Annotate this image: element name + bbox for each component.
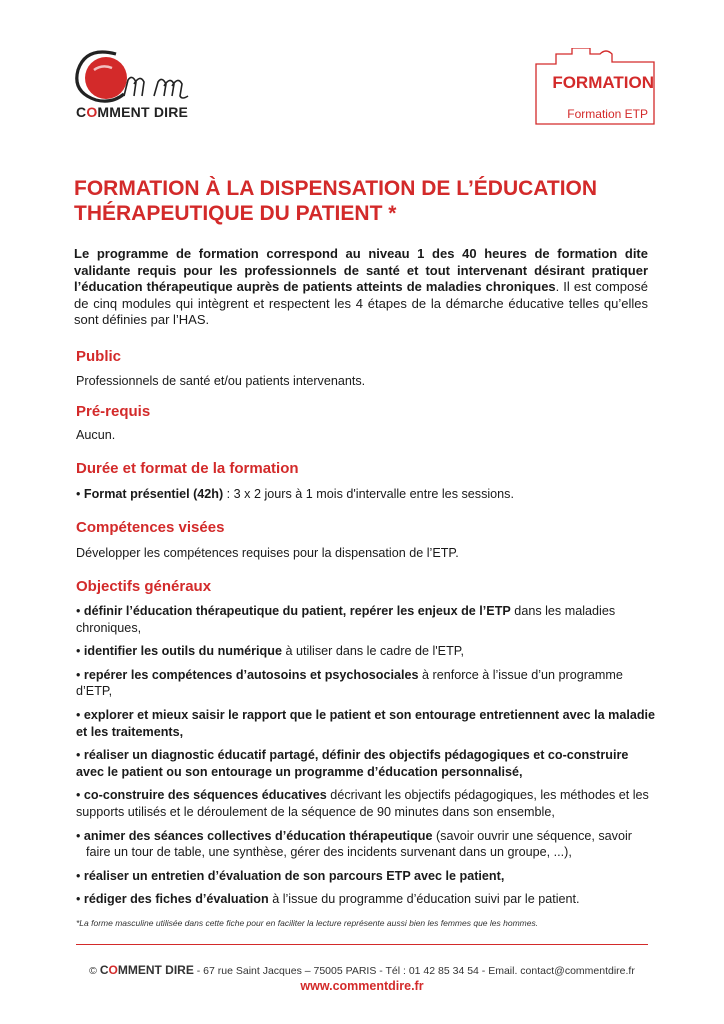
list-item: • explorer et mieux saisir le rapport que le patient et son entourage entretiennent avec la maladie et les traitements, xyxy=(76,707,656,739)
section-objectifs xyxy=(76,578,656,915)
section-prerequis xyxy=(76,403,656,444)
footer-divider xyxy=(76,944,648,945)
list-item: • définir l’éducation thérapeutique du patient, repérer les enjeux de l’ETP dans les maladies chroniques, xyxy=(76,604,616,635)
page-title: FORMATION À LA DISPENSATION DE L’ÉDUCATION THÉRAPEUTIQUE DU PATIENT * xyxy=(74,177,598,225)
comment-dire-logo-icon xyxy=(72,46,212,106)
section-heading: Durée et format de la formation xyxy=(76,460,299,477)
section-heading: Public xyxy=(76,348,122,365)
section-text: Professionnels de santé et/ou patients intervenants. xyxy=(76,374,366,388)
section-heading: Pré-requis xyxy=(76,403,151,420)
logo-wordmark: COMMENT DIRE xyxy=(76,104,189,120)
section-text: • Format présentiel (42h) : 3 x 2 jours à 1 mois d'intervalle entre les sessions. xyxy=(76,487,514,501)
intro-paragraph: Le programme de formation correspond au niveau 1 des 40 heures de formation dite validante requis pour les professionnels de santé et tout intervenant désirant pratiquer l’éducation thérapeutique auprès de patients atteints de maladies chroniques. Il est composé de cinq modules qui intègrent et respectent les 4 étapes de la démarche éducative telles qu’elles sont définies par l’HAS. xyxy=(74,246,648,328)
section-public xyxy=(76,348,656,390)
section-text: Aucun. xyxy=(76,428,116,442)
section-heading: Objectifs généraux xyxy=(76,578,212,595)
list-item: • repérer les compétences d’autosoins et psychosociales à renforce à l’issue d’un programme d’ETP, xyxy=(76,667,623,699)
company-logo xyxy=(72,46,212,124)
list-item: • identifier les outils du numérique à utiliser dans le cadre de l'ETP, xyxy=(76,644,465,659)
list-item: • animer des séances collectives d’éducation thérapeutique (savoir ouvrir une séquence, savoir faire un tour de table, une synthèse, gérer des incidents survenant dans un groupe, ...), xyxy=(76,828,632,860)
list-item: • réaliser un entretien d’évaluation de son parcours ETP avec le patient, xyxy=(76,868,505,883)
section-duree xyxy=(76,460,656,503)
list-item: • co-construire des séquences éducatives décrivant les objectifs pédagogiques, les méthodes et les supports utilisés et le déroulement de la séquence de 90 minutes dans son ensemble, xyxy=(76,788,649,819)
section-text: Développer les compétences requises pour la dispensation de l’ETP. xyxy=(76,546,459,560)
objectives-list xyxy=(76,603,656,908)
list-item: • réaliser un diagnostic éducatif partagé, définir des objectifs pédagogiques et co-construire avec le patient ou son entourage un programme d’éducation personnalisé, xyxy=(76,748,629,779)
list-item: • rédiger des fiches d’évaluation à l’issue du programme d’éducation suivi par le patient. xyxy=(76,892,580,907)
formation-badge xyxy=(530,48,660,128)
footer-website-link[interactable]: www.commentdire.fr xyxy=(300,979,424,993)
footnote: *La forme masculine utilisée dans cette fiche pour en faciliter la lecture représente aussi bien les femmes que les hommes. xyxy=(76,918,539,928)
section-heading: Compétences visées xyxy=(76,519,225,536)
footer-contact: © COMMENT DIRE - 67 rue Saint Jacques – 75005 PARIS - Tél : 01 42 85 34 54 - Email. contact@commentdire.fr xyxy=(89,963,635,977)
badge-subtitle: Formation ETP xyxy=(567,107,648,121)
section-competences xyxy=(76,519,656,562)
badge-title: FORMATION xyxy=(552,73,654,92)
